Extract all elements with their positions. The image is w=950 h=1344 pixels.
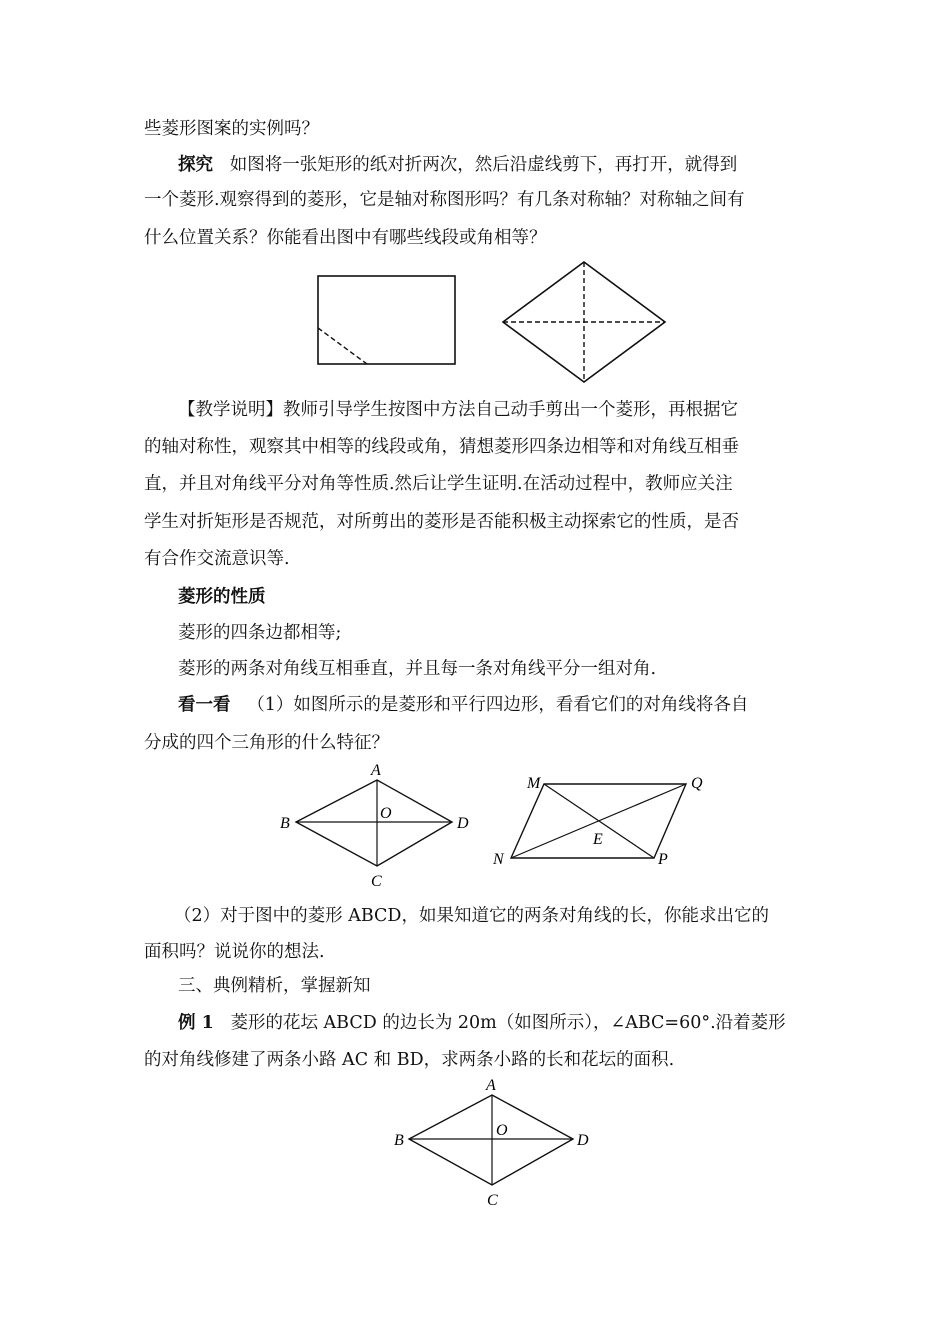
explore-label: 探究 [178, 155, 213, 175]
rhombus-abcd-outline [296, 780, 452, 866]
example-label-c: C [487, 1192, 498, 1209]
label-n: N [493, 851, 504, 868]
parallelogram-mnpq-figure [490, 770, 712, 870]
rhombus-abcd-figure [278, 760, 478, 892]
rectangle-outline [318, 276, 455, 364]
look-line-2: 分成的四个三角形的什么特征？ [144, 733, 389, 753]
question-2-line-2: 面积吗？说说你的想法. [144, 942, 325, 962]
example-label-a: A [486, 1077, 496, 1094]
example-label-d: D [577, 1132, 589, 1149]
teach-line-2: 的轴对称性，观察其中相等的线段或角，猜想菱形四条边相等和对角线互相垂 [144, 437, 739, 457]
look-line-1 [178, 693, 748, 717]
label-b: B [280, 815, 290, 832]
label-p: P [658, 851, 668, 868]
example-label: 例 1 [178, 1013, 214, 1033]
question-2-line-1: （2）对于图中的菱形 ABCD，如果知道它的两条对角线的长，你能求出它的 [174, 906, 769, 926]
cut-rhombus-figure [500, 259, 668, 387]
explore-text-1: 如图将一张矩形的纸对折两次，然后沿虚线剪下，再打开，就得到 [229, 155, 738, 175]
property-title: 菱形的性质 [178, 587, 266, 607]
explore-line-2: 一个菱形.观察得到的菱形，它是轴对称图形吗？有几条对称轴？对称轴之间有 [144, 190, 745, 210]
example-rhombus-outline [409, 1095, 573, 1185]
explore-line-3: 什么位置关系？你能看出图中有哪些线段或角相等？ [144, 228, 547, 248]
teach-line-1: 【教学说明】教师引导学生按图中方法自己动手剪出一个菱形，再根据它 [178, 400, 738, 420]
teach-line-4: 学生对折矩形是否规范，对所剪出的菱形是否能积极主动探索它的性质，是否 [144, 512, 739, 532]
example-label-o: O [496, 1122, 508, 1139]
teach-line-3: 直，并且对角线平分对角等性质.然后让学生证明.在活动过程中，教师应关注 [144, 474, 733, 494]
example-label-b: B [394, 1132, 404, 1149]
folded-rectangle-figure [316, 274, 458, 366]
label-d: D [457, 815, 469, 832]
label-o: O [380, 805, 392, 822]
label-a: A [371, 762, 381, 779]
example-rhombus-figure [392, 1075, 602, 1210]
dashed-cut-line [318, 328, 367, 364]
teach-line-5: 有合作交流意识等. [144, 549, 290, 569]
label-m: M [527, 775, 541, 792]
example-text-1: 菱形的花坛 ABCD 的边长为 20m（如图所示），∠ABC=60°.沿着菱形 [230, 1013, 786, 1033]
property-1: 菱形的四条边都相等; [178, 623, 342, 643]
look-label: 看一看 [178, 695, 231, 715]
label-q: Q [691, 775, 703, 792]
example-line-2: 的对角线修建了两条小路 AC 和 BD，求两条小路的长和花坛的面积. [144, 1050, 675, 1070]
label-e: E [593, 831, 603, 848]
intro-line: 些菱形图案的实例吗？ [144, 119, 319, 139]
example-line-1 [178, 1011, 786, 1035]
property-2: 菱形的两条对角线互相垂直，并且每一条对角线平分一组对角. [178, 659, 657, 679]
label-c: C [371, 873, 382, 890]
explore-line-1 [178, 153, 737, 177]
look-text-1: （1）如图所示的是菱形和平行四边形，看看它们的对角线将各自 [247, 695, 749, 715]
section-3-heading: 三、典例精析，掌握新知 [178, 976, 371, 996]
